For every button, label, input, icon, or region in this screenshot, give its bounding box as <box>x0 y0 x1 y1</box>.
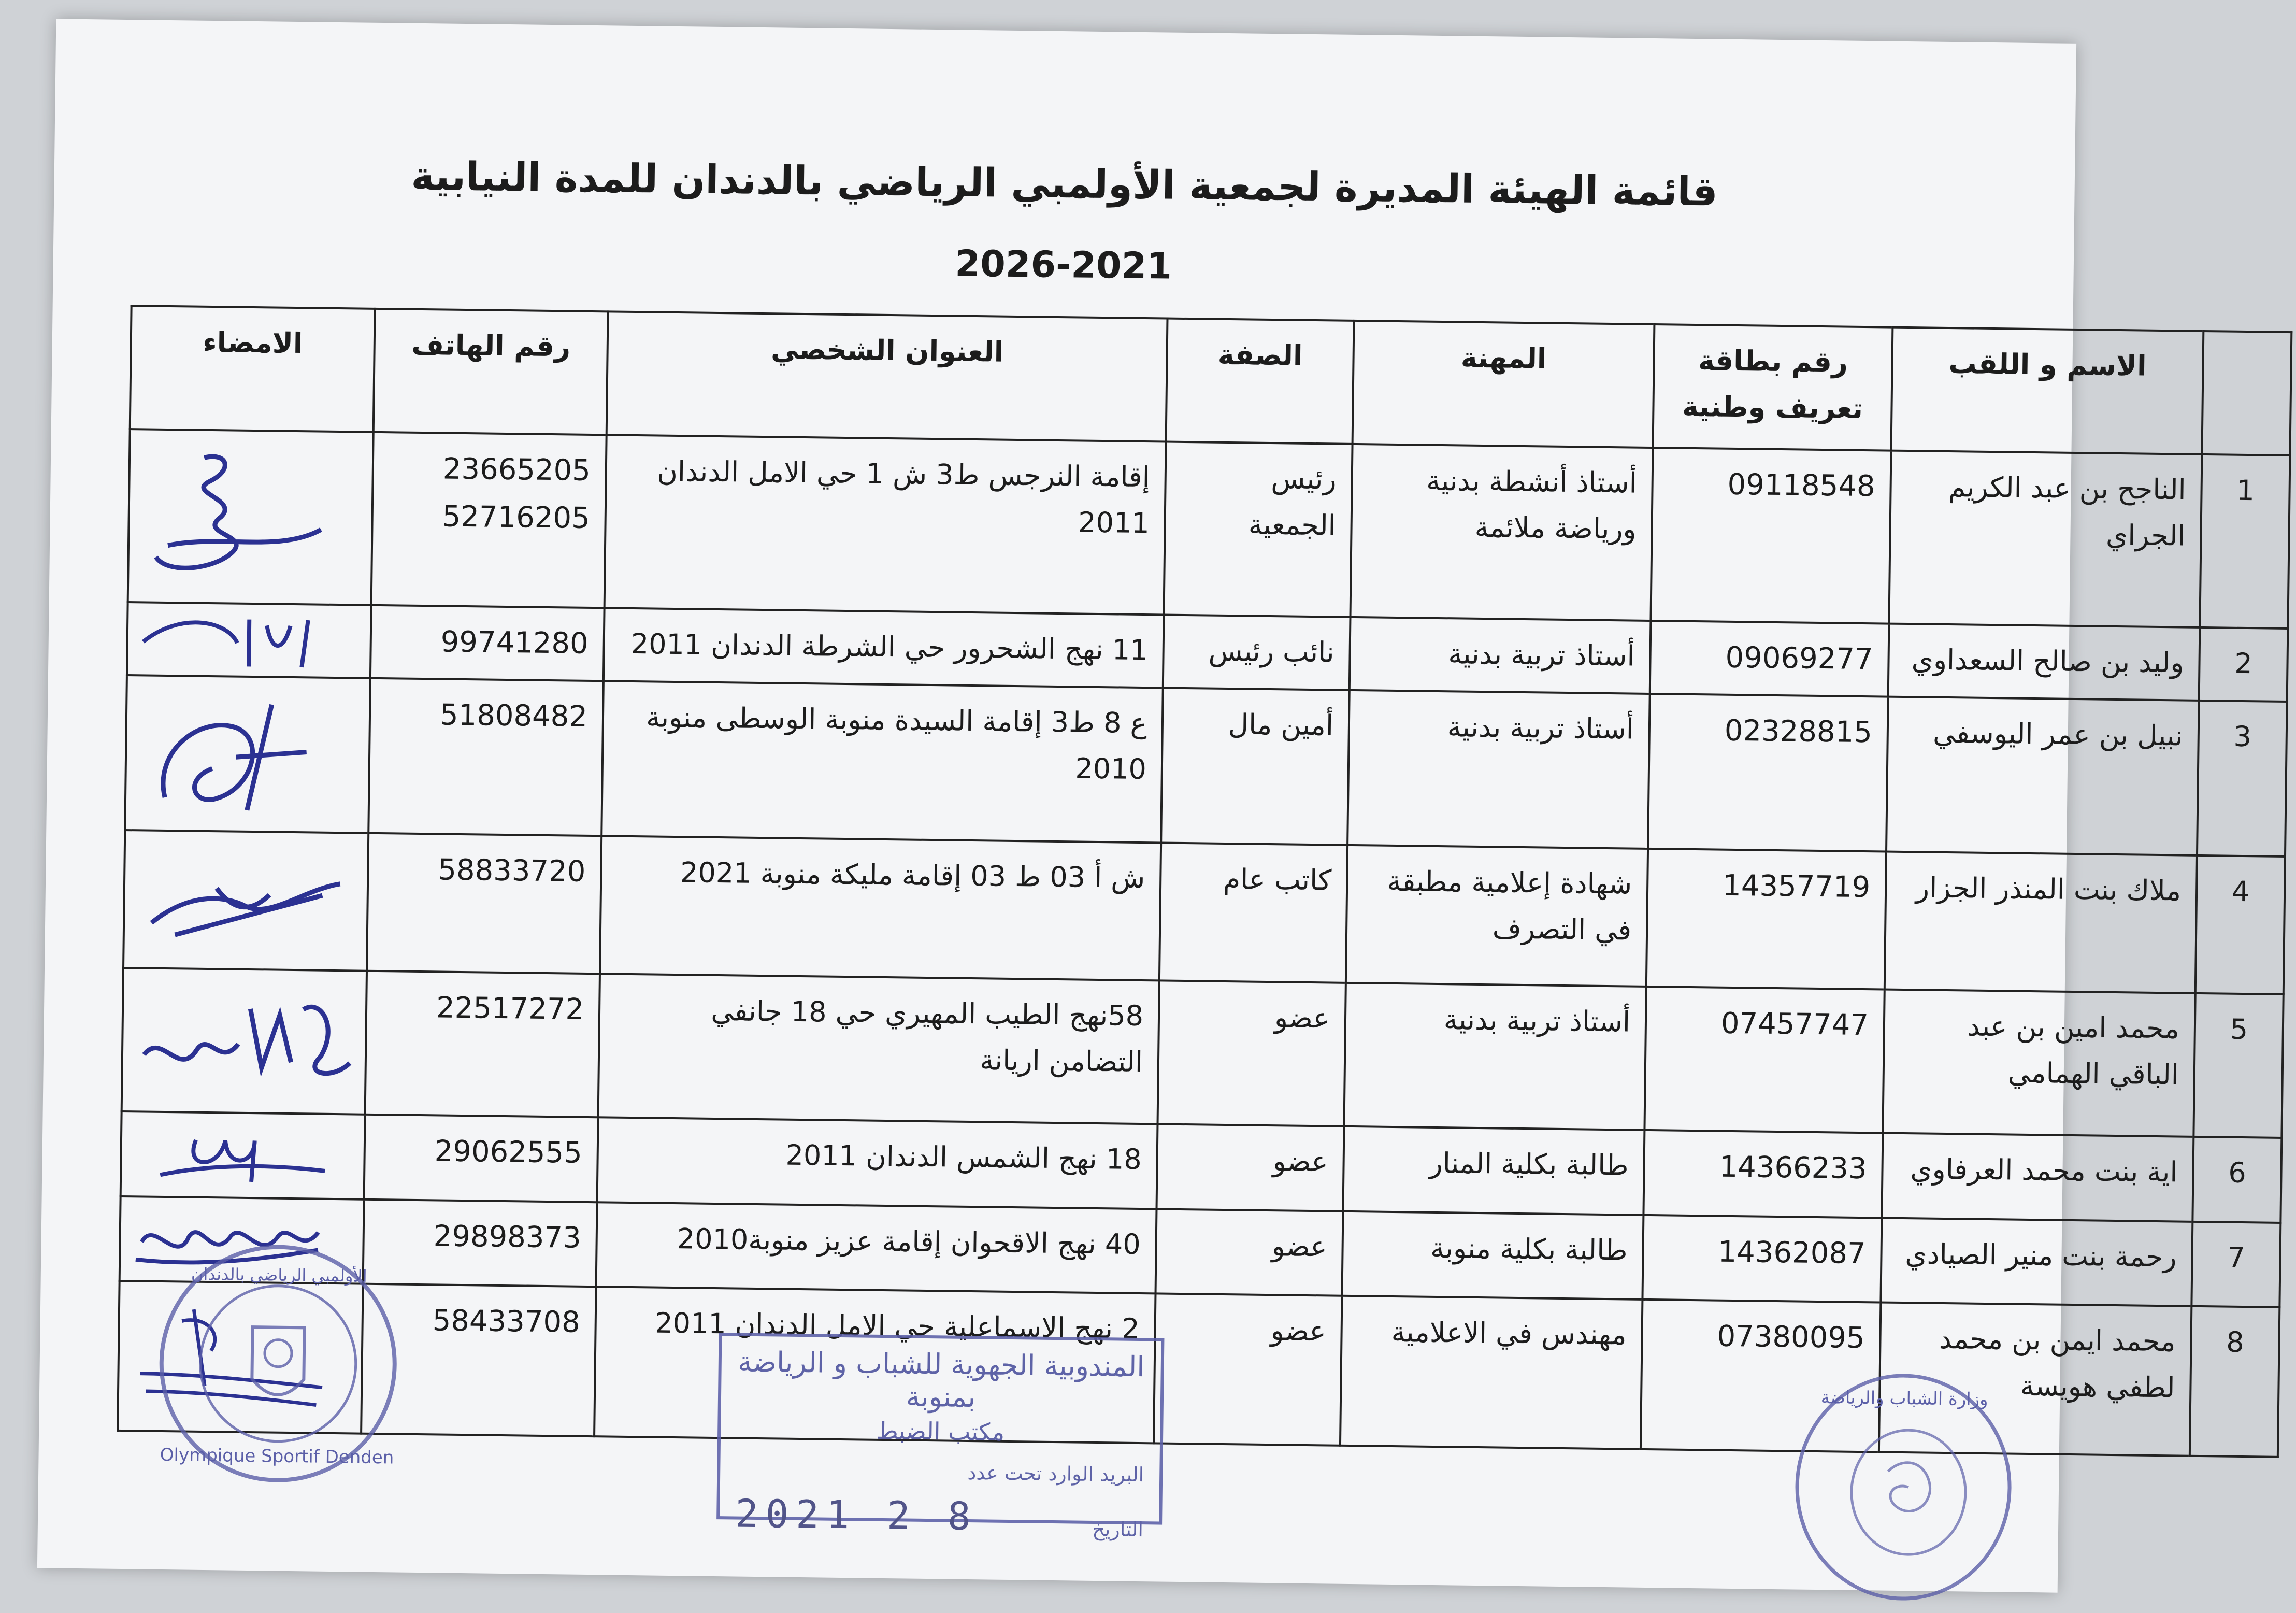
member-id: 02328815 <box>1648 694 1888 852</box>
member-address: 11 نهج الشحرور حي الشرطة الدندان 2011 <box>604 608 1164 688</box>
office-stamp-date-label: التاريخ <box>1092 1517 1144 1541</box>
member-address: إقامة النرجس ط3 ش 1 حي الامل الدندان 2011 <box>605 435 1166 615</box>
row-number: 3 <box>2197 701 2287 857</box>
member-job: طالبة بكلية المنار <box>1343 1126 1644 1215</box>
row-number: 8 <box>2190 1306 2280 1457</box>
member-id: 07380095 <box>1641 1300 1881 1452</box>
signature-cell <box>125 675 370 833</box>
member-role: عضو <box>1156 1209 1343 1296</box>
table-row <box>128 429 2290 629</box>
member-role: نائب رئيس <box>1163 615 1351 690</box>
member-id: 14362087 <box>1642 1215 1882 1303</box>
board-members-table <box>117 305 2292 1458</box>
member-address: 18 نهج الشمس الدندان 2011 <box>597 1117 1158 1209</box>
ministry-stamp <box>1788 1366 2019 1607</box>
member-phone <box>371 432 607 608</box>
document-page <box>37 19 2255 1592</box>
phone-primary: 58433708 <box>432 1304 581 1340</box>
ministry-stamp-seal <box>1788 1366 2019 1607</box>
header-signature: الامضاء <box>130 306 375 432</box>
header-phone: رقم الهاتف <box>374 309 608 435</box>
member-job: أستاذ تربية بدنية <box>1347 690 1650 849</box>
club-stamp-latin: Olympique Sportif Denden <box>160 1444 394 1468</box>
member-job: طالبة بكلية منوبة <box>1342 1211 1643 1300</box>
member-role: أمين مال <box>1161 688 1350 845</box>
row-number: 7 <box>2191 1222 2280 1308</box>
member-name: محمد ايمن بن محمد لطفي هويسة <box>1879 1303 2191 1456</box>
member-role: عضو <box>1157 1124 1344 1211</box>
member-name: نبيل بن عمر اليوسفي <box>1886 696 2199 855</box>
member-phone <box>365 971 600 1118</box>
signature-mark <box>132 433 369 601</box>
phone-primary: 23665205 <box>442 452 591 488</box>
member-address: ع 8 ط3 إقامة السيدة منوبة الوسطى منوبة 2010 <box>601 681 1163 843</box>
member-id: 09118548 <box>1651 448 1891 623</box>
row-number: 5 <box>2193 993 2283 1138</box>
member-name: الناجح بن عبد الكريم الجراي <box>1889 451 2202 627</box>
member-role: عضو <box>1154 1294 1342 1446</box>
ministry-stamp-text: وزارة الشباب والرياضة <box>1820 1387 1988 1410</box>
member-id: 14366233 <box>1643 1130 1883 1218</box>
header-role: الصفة <box>1166 319 1354 444</box>
signature-mark <box>129 679 366 829</box>
signature-mark <box>131 606 367 674</box>
member-role: عضو <box>1158 981 1346 1126</box>
signature-cell <box>123 830 368 970</box>
member-job: أستاذ أنشطة بدنية ورياضة ملائمة <box>1350 444 1653 621</box>
office-stamp-date: 2021 2 8 <box>735 1491 979 1539</box>
signature-mark <box>125 1116 361 1195</box>
phone-secondary: 52716205 <box>442 499 591 536</box>
table-row <box>122 968 2284 1138</box>
member-id: 07457747 <box>1644 987 1884 1133</box>
office-receipt-stamp <box>716 1333 1164 1541</box>
row-number: 1 <box>2200 454 2290 629</box>
phone-primary: 22517272 <box>436 991 584 1026</box>
member-phone <box>364 1115 598 1202</box>
signature-mark <box>127 835 364 967</box>
phone-primary: 58833720 <box>437 853 586 889</box>
header-id: رقم بطاقة تعريف وطنية <box>1653 324 1893 451</box>
row-number: 6 <box>2192 1137 2281 1223</box>
office-stamp-line1: المندوبية الجهوية للشباب و الرياضة بمنوبة <box>737 1345 1145 1414</box>
member-name: محمد امين بن عبد الباقي الهمامي <box>1883 990 2195 1137</box>
member-job: مهندس في الاعلامية <box>1340 1296 1642 1449</box>
signature-cell <box>121 1111 365 1199</box>
row-number: 2 <box>2199 627 2288 702</box>
member-address: 2 نهج الاسماعلية حي الامل الدندان 2011 <box>594 1287 1155 1443</box>
phone-primary: 29062555 <box>434 1134 583 1170</box>
table-row <box>125 675 2287 857</box>
member-role: كاتب عام <box>1159 843 1347 983</box>
header-job: المهنة <box>1353 321 1655 448</box>
club-stamp-arabic: الأولمبي الرياضي بالدندان <box>191 1264 367 1286</box>
phone-primary: 51808482 <box>439 698 588 734</box>
member-address: 58نهج الطيب المهيري حي 18 جانفي التضامن اريانة <box>598 974 1159 1124</box>
header-number <box>2202 331 2291 455</box>
member-name: وليد بن صالح السعداوي <box>1888 623 2200 700</box>
member-phone <box>370 605 605 681</box>
member-name: رحمة بنت منير الصيادي <box>1881 1218 2192 1306</box>
member-role: رئيس الجمعية <box>1164 442 1353 617</box>
member-name: ملاك بنت المنذر الجزار <box>1885 852 2197 993</box>
header-address: العنوان الشخصي <box>607 311 1168 441</box>
member-address: ش أ 03 ط 03 إقامة مليكة منوبة 2021 <box>600 836 1161 981</box>
member-job: أستاذ تربية بدنية <box>1344 983 1646 1130</box>
member-job: أستاذ تربية بدنية <box>1350 617 1651 694</box>
member-phone <box>368 678 604 836</box>
signature-cell <box>127 602 371 678</box>
table-row <box>123 830 2285 994</box>
member-phone <box>367 833 601 974</box>
row-number: 4 <box>2195 855 2285 994</box>
signature-cell <box>128 429 374 605</box>
header-name: الاسم و اللقب <box>1891 327 2203 454</box>
member-name: اية بنت محمد العرفاوي <box>1882 1133 2193 1222</box>
member-job: شهادة إعلامية مطبقة في التصرف <box>1346 845 1648 987</box>
phone-primary: 99741280 <box>440 625 589 661</box>
member-address: 40 نهج الاقحوان إقامة عزيز منوبة2010 <box>596 1202 1157 1294</box>
member-id: 09069277 <box>1650 621 1889 696</box>
office-stamp-line3: البريد الوارد تحت عدد <box>967 1461 1144 1487</box>
document-period: 2026-2021 <box>954 242 1172 288</box>
document-title: قائمة الهيئة المديرة لجمعية الأولمبي الرياضي بالدندان للمدة النيابية <box>411 152 1718 215</box>
signature-mark <box>126 972 363 1110</box>
phone-primary: 29898373 <box>433 1219 582 1255</box>
office-stamp-line2: مكتب الضبط <box>876 1416 1005 1446</box>
club-stamp <box>152 1238 404 1490</box>
signature-cell <box>122 968 367 1115</box>
club-stamp-seal <box>152 1238 404 1490</box>
member-id: 14357719 <box>1646 849 1886 989</box>
